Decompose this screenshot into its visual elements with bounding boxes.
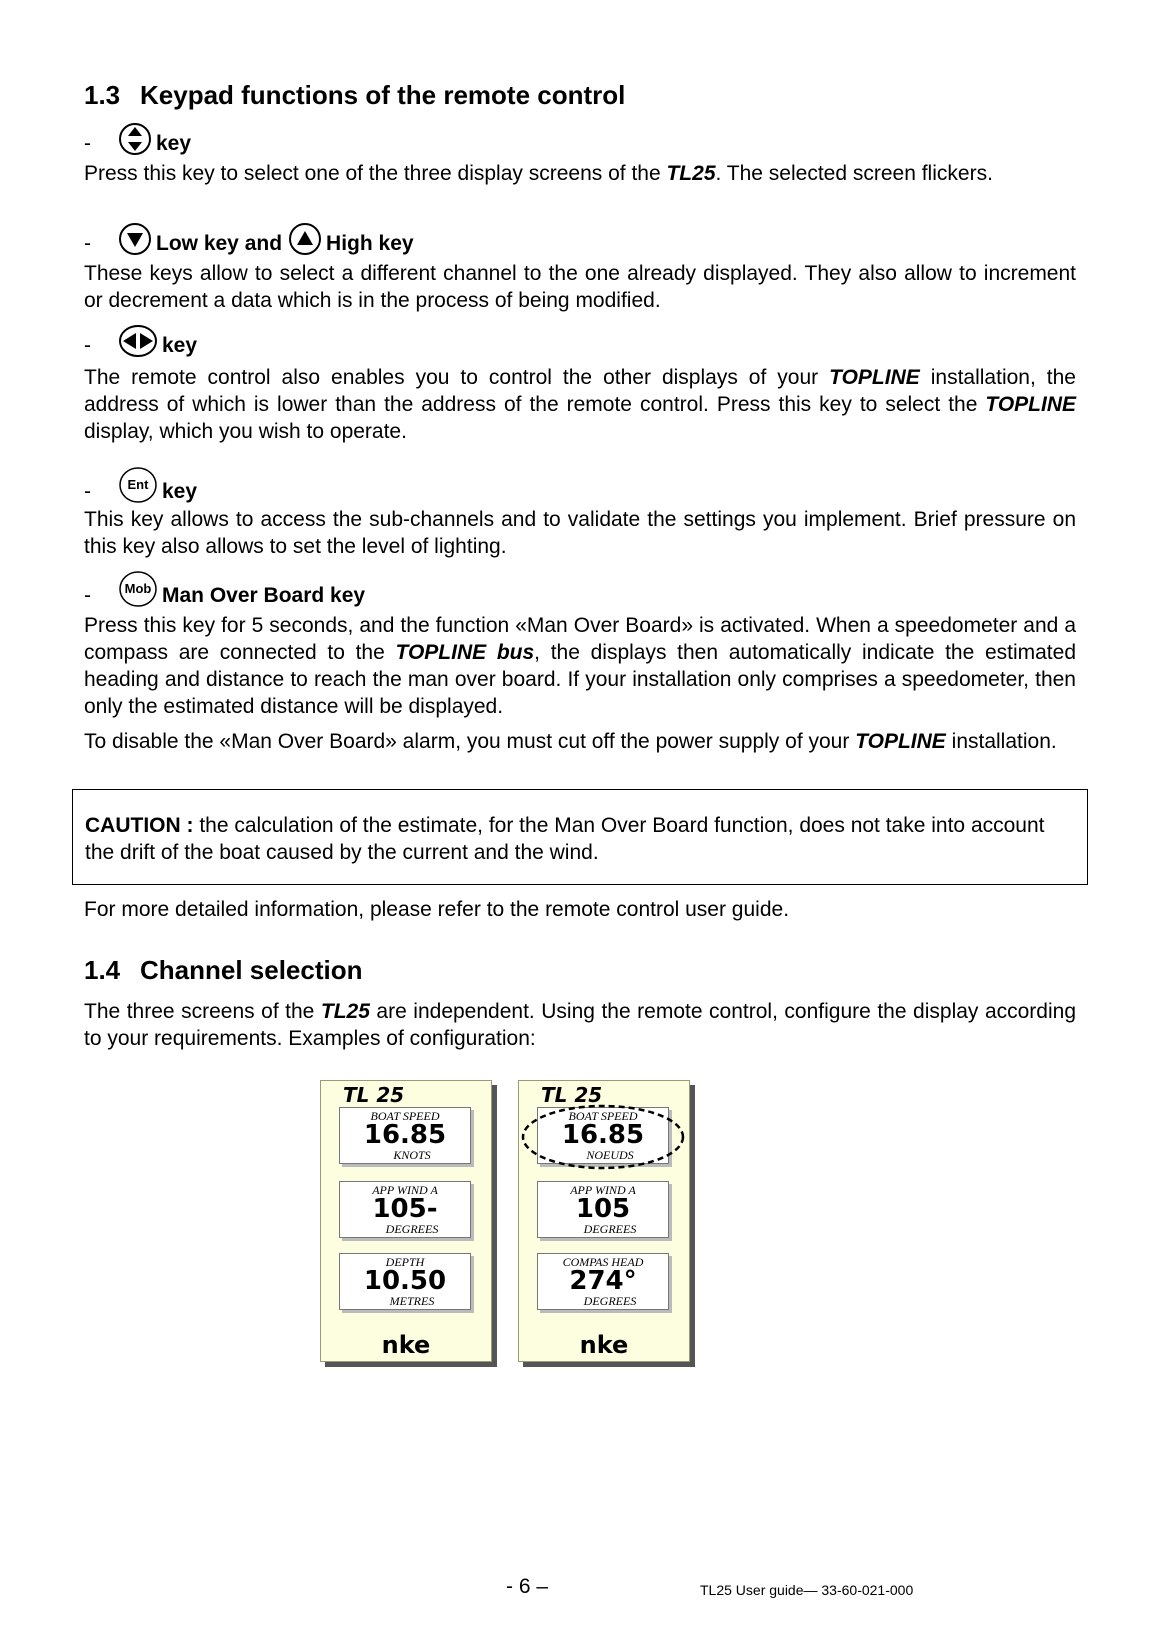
svg-text:Ent: Ent bbox=[127, 477, 149, 492]
more-info-paragraph: For more detailed information, please refer to the remote control user guide. bbox=[84, 898, 790, 921]
screen-2: APP WIND A 105- DEGREES bbox=[339, 1181, 471, 1238]
svg-text:Mob: Mob bbox=[124, 581, 152, 596]
screen-1-selected: BOAT SPEED 16.85 NOEUDS bbox=[537, 1107, 669, 1164]
section-1-3-heading: 1.3 Keypad functions of the remote control bbox=[84, 80, 626, 110]
mob-key-icon bbox=[118, 570, 158, 608]
caution-box: CAUTION : the calculation of the estimate, for the Man Over Board function, does not take into account the drift of the boat caused by the current and the wind. bbox=[72, 789, 1088, 885]
up-arrow-key-icon bbox=[288, 222, 322, 256]
key-mob-description: Press this key for 5 seconds, and the function «Man Over Board» is activated. When a speedometer and a compass are connected to the TOPLINE bus, the displays then automatically indicate the estimated heading and distance to reach the man over board. If your installation only comprises a speedometer, then only the estimated distance will be displayed. bbox=[84, 614, 1077, 718]
ent-key-icon bbox=[118, 466, 158, 504]
caution-label: CAUTION : bbox=[85, 814, 194, 837]
document-reference: TL25 User guide— 33-60-021-000 bbox=[700, 1582, 914, 1598]
key-updown-heading: - key bbox=[84, 122, 191, 156]
key-ent-heading: - Ent key bbox=[84, 466, 197, 504]
selection-highlight-ellipse bbox=[519, 1101, 689, 1171]
section-1-4-heading: 1.4 Channel selection bbox=[84, 955, 363, 985]
model-logo: TL 25 bbox=[541, 1083, 603, 1107]
down-arrow-key-icon bbox=[118, 222, 152, 256]
key-mob-heading: - Mob Man Over Board key bbox=[84, 570, 365, 608]
up-down-arrow-key-icon bbox=[118, 122, 152, 156]
key-low-high-heading: - Low key and High key bbox=[84, 222, 414, 256]
key-low-high-description: These keys allow to select a different channel to the one already displayed. They also allow to increment or decrement a data which is in the process of being modified. bbox=[84, 262, 1076, 312]
tl25-display-example-2 bbox=[518, 1080, 690, 1362]
key-ent-description: This key allows to access the sub-channels and to validate the settings you implement. Brief pressure on this key also allows to set the level of lighting. bbox=[84, 508, 1076, 558]
disable-alarm-paragraph: To disable the «Man Over Board» alarm, you must cut off the power supply of your TOPLINE installation. bbox=[84, 730, 1057, 753]
brand-logo: nke bbox=[579, 1331, 629, 1359]
page-number: - 6 – bbox=[506, 1575, 549, 1598]
screen-2: APP WIND A 105 DEGREES bbox=[537, 1181, 669, 1238]
screen-3: DEPTH 10.50 METRES bbox=[339, 1253, 471, 1310]
brand-logo: nke bbox=[381, 1331, 431, 1359]
key-leftright-heading: - key bbox=[84, 324, 197, 358]
key-leftright-description: The remote control also enables you to control the other displays of your TOPLINE installation, the address of which is lower than the address of the remote control. Press this key to select the TOPLINE display, which you wish to operate. bbox=[84, 366, 1076, 443]
channel-selection-paragraph: The three screens of the TL25 are independent. Using the remote control, configure the display according to your requirements. Examples of configuration: bbox=[84, 1000, 1076, 1050]
left-right-arrow-key-icon bbox=[118, 324, 158, 358]
tl25-display-example-1 bbox=[320, 1080, 492, 1362]
screen-1: BOAT SPEED 16.85 KNOTS bbox=[339, 1107, 471, 1164]
screen-3: COMPAS HEAD 274° DEGREES bbox=[537, 1253, 669, 1310]
model-logo: TL 25 bbox=[343, 1083, 405, 1107]
key-updown-description: Press this key to select one of the three display screens of the TL25. The selected screen flickers. bbox=[84, 162, 993, 185]
